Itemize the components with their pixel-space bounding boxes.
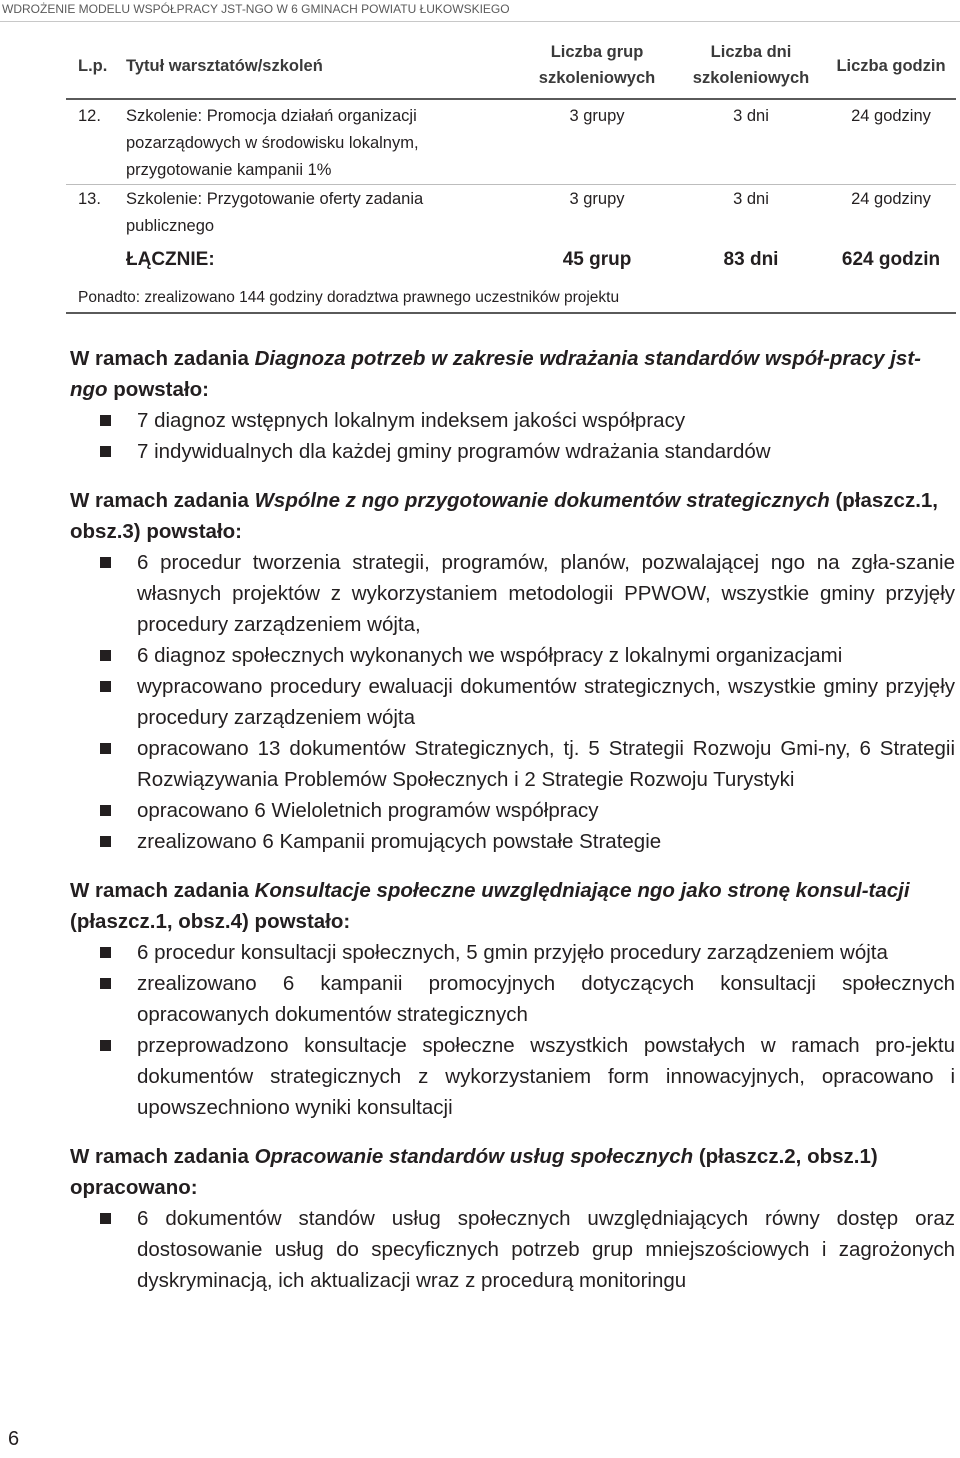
section-heading: [70, 343, 955, 405]
row-hours: 24 godziny: [851, 190, 931, 208]
list-item: 7 diagnoz wstępnych lokalnym indeksem jakości współpracy: [70, 405, 955, 436]
table-row: [66, 186, 956, 240]
row-title-line: przygotowanie kampanii 1%: [126, 161, 332, 179]
total-label: ŁĄCZNIE:: [126, 249, 215, 270]
row-title-line: Szkolenie: Promocja działań organizacji: [126, 107, 417, 125]
list-item: 6 procedur tworzenia strategii, programów, planów, pozwalającej ngo na zgła-szanie własnych projektów z wykorzystaniem metodologii PPWOW, wszystkie gminy przyjęły procedury zarządzeniem wójta,: [70, 547, 955, 640]
table-note-text: Ponadto: zrealizowano 144 godziny doradztwa prawnego uczestników projektu: [78, 289, 620, 306]
row-title-line: Szkolenie: Przygotowanie oferty zadania: [126, 190, 424, 208]
section-heading-prefix: W ramach zadania: [70, 1145, 255, 1168]
list-item: zrealizowano 6 Kampanii promujących powstałe Strategie: [70, 826, 955, 857]
total-row: [66, 240, 956, 280]
header-groups-line1: Liczba grup: [550, 43, 644, 61]
total-hours: 624 godzin: [841, 249, 941, 270]
section: [70, 875, 955, 1123]
section: [70, 485, 955, 857]
section-heading-suffix: (płaszcz.2, obsz.1) opracowano:: [70, 1145, 878, 1199]
row-lp: 12.: [78, 107, 101, 125]
list-item: przeprowadzono konsultacje społeczne wszystkich powstałych w ramach pro-jektu dokumentów strategicznych z wykorzystaniem form innowacyjnych, opracowano i upowszechniono wyniki konsultacji: [70, 1030, 955, 1123]
bullet-list: [70, 1203, 955, 1296]
list-item: 7 indywidualnych dla każdej gminy programów wdrażania standardów: [70, 436, 955, 467]
row-title-line: publicznego: [126, 217, 215, 235]
header-groups: [512, 39, 682, 91]
task-name: Diagnoza potrzeb w zakresie wdrażania standardów współ-pracy jst-ngo: [70, 347, 921, 401]
section-heading-suffix: (płaszcz.1, obsz.3) powstało:: [70, 489, 938, 543]
page-number: 6: [8, 1428, 20, 1450]
total-days: 83 dni: [723, 249, 779, 270]
list-item: 6 dokumentów standów usług społecznych uwzględniających równy dostęp oraz dostosowanie usług do specyficznych potrzeb grup mniejszościowych i zagrożonych dyskryminacją, ich aktualizacji wraz z procedurą monitoringu: [70, 1203, 955, 1296]
list-item: opracowano 13 dokumentów Strategicznych, tj. 5 Strategii Rozwoju Gmi-ny, 6 Strategii Rozwiązywania Problemów Społecznych i 2 Strategie Rozwoju Turystyki: [70, 733, 955, 795]
section-heading: [70, 485, 955, 547]
bullet-list: [70, 547, 955, 857]
row-groups: 3 grupy: [569, 190, 625, 208]
section-heading-prefix: W ramach zadania: [70, 879, 255, 902]
bullet-list: [70, 405, 955, 467]
header-hours: Liczba godzin: [836, 57, 946, 75]
task-name: Konsultacje społeczne uwzględniające ngo jako stronę konsul-tacji: [254, 879, 910, 902]
row-days: 3 dni: [733, 190, 769, 208]
task-name: Opracowanie standardów usług społecznych: [254, 1145, 694, 1168]
section-heading-suffix: powstało:: [107, 378, 209, 401]
header-groups-line2: szkoleniowych: [538, 69, 656, 87]
header-days-line1: Liczba dni: [710, 43, 792, 61]
running-header: WDROŻENIE MODELU WSPÓŁPRACY JST-NGO W 6 GMINACH POWIATU ŁUKOWSKIEGO: [0, 0, 960, 22]
section-heading: [70, 875, 955, 937]
task-name: Wspólne z ngo przygotowanie dokumentów strategicznych: [254, 489, 830, 512]
section-heading-prefix: W ramach zadania: [70, 489, 255, 512]
row-title-line: pozarządowych w środowisku lokalnym,: [126, 134, 419, 152]
section-heading-prefix: W ramach zadania: [70, 347, 255, 370]
row-groups: 3 grupy: [569, 107, 625, 125]
list-item: zrealizowano 6 kampanii promocyjnych dotyczących konsultacji społecznych opracowanych dokumentów strategicznych: [70, 968, 955, 1030]
row-divider: [66, 184, 956, 185]
section: [70, 1141, 955, 1296]
list-item: 6 procedur konsultacji społecznych, 5 gmin przyjęło procedury zarządzeniem wójta: [70, 937, 955, 968]
row-title: [126, 103, 456, 184]
table-header-row: [66, 34, 956, 100]
row-days: 3 dni: [733, 107, 769, 125]
row-lp: 13.: [78, 190, 101, 208]
section: [70, 343, 955, 467]
table-note: [66, 286, 956, 314]
total-groups: 45 grup: [562, 249, 632, 270]
list-item: wypracowano procedury ewaluacji dokumentów strategicznych, wszystkie gminy przyjęły procedury zarządzeniem wójta: [70, 671, 955, 733]
content-body: [70, 343, 955, 1314]
list-item: opracowano 6 Wieloletnich programów współpracy: [70, 795, 955, 826]
row-hours: 24 godziny: [851, 107, 931, 125]
list-item: 6 diagnoz społecznych wykonanych we współpracy z lokalnymi organizacjami: [70, 640, 955, 671]
header-days-line2: szkoleniowych: [692, 69, 810, 87]
header-title: Tytuł warsztatów/szkoleń: [126, 57, 323, 75]
bullet-list: [70, 937, 955, 1123]
section-heading: [70, 1141, 955, 1203]
header-lp: L.p.: [78, 57, 108, 75]
row-title: [126, 186, 456, 240]
section-heading-suffix: (płaszcz.1, obsz.4) powstało:: [70, 910, 351, 933]
